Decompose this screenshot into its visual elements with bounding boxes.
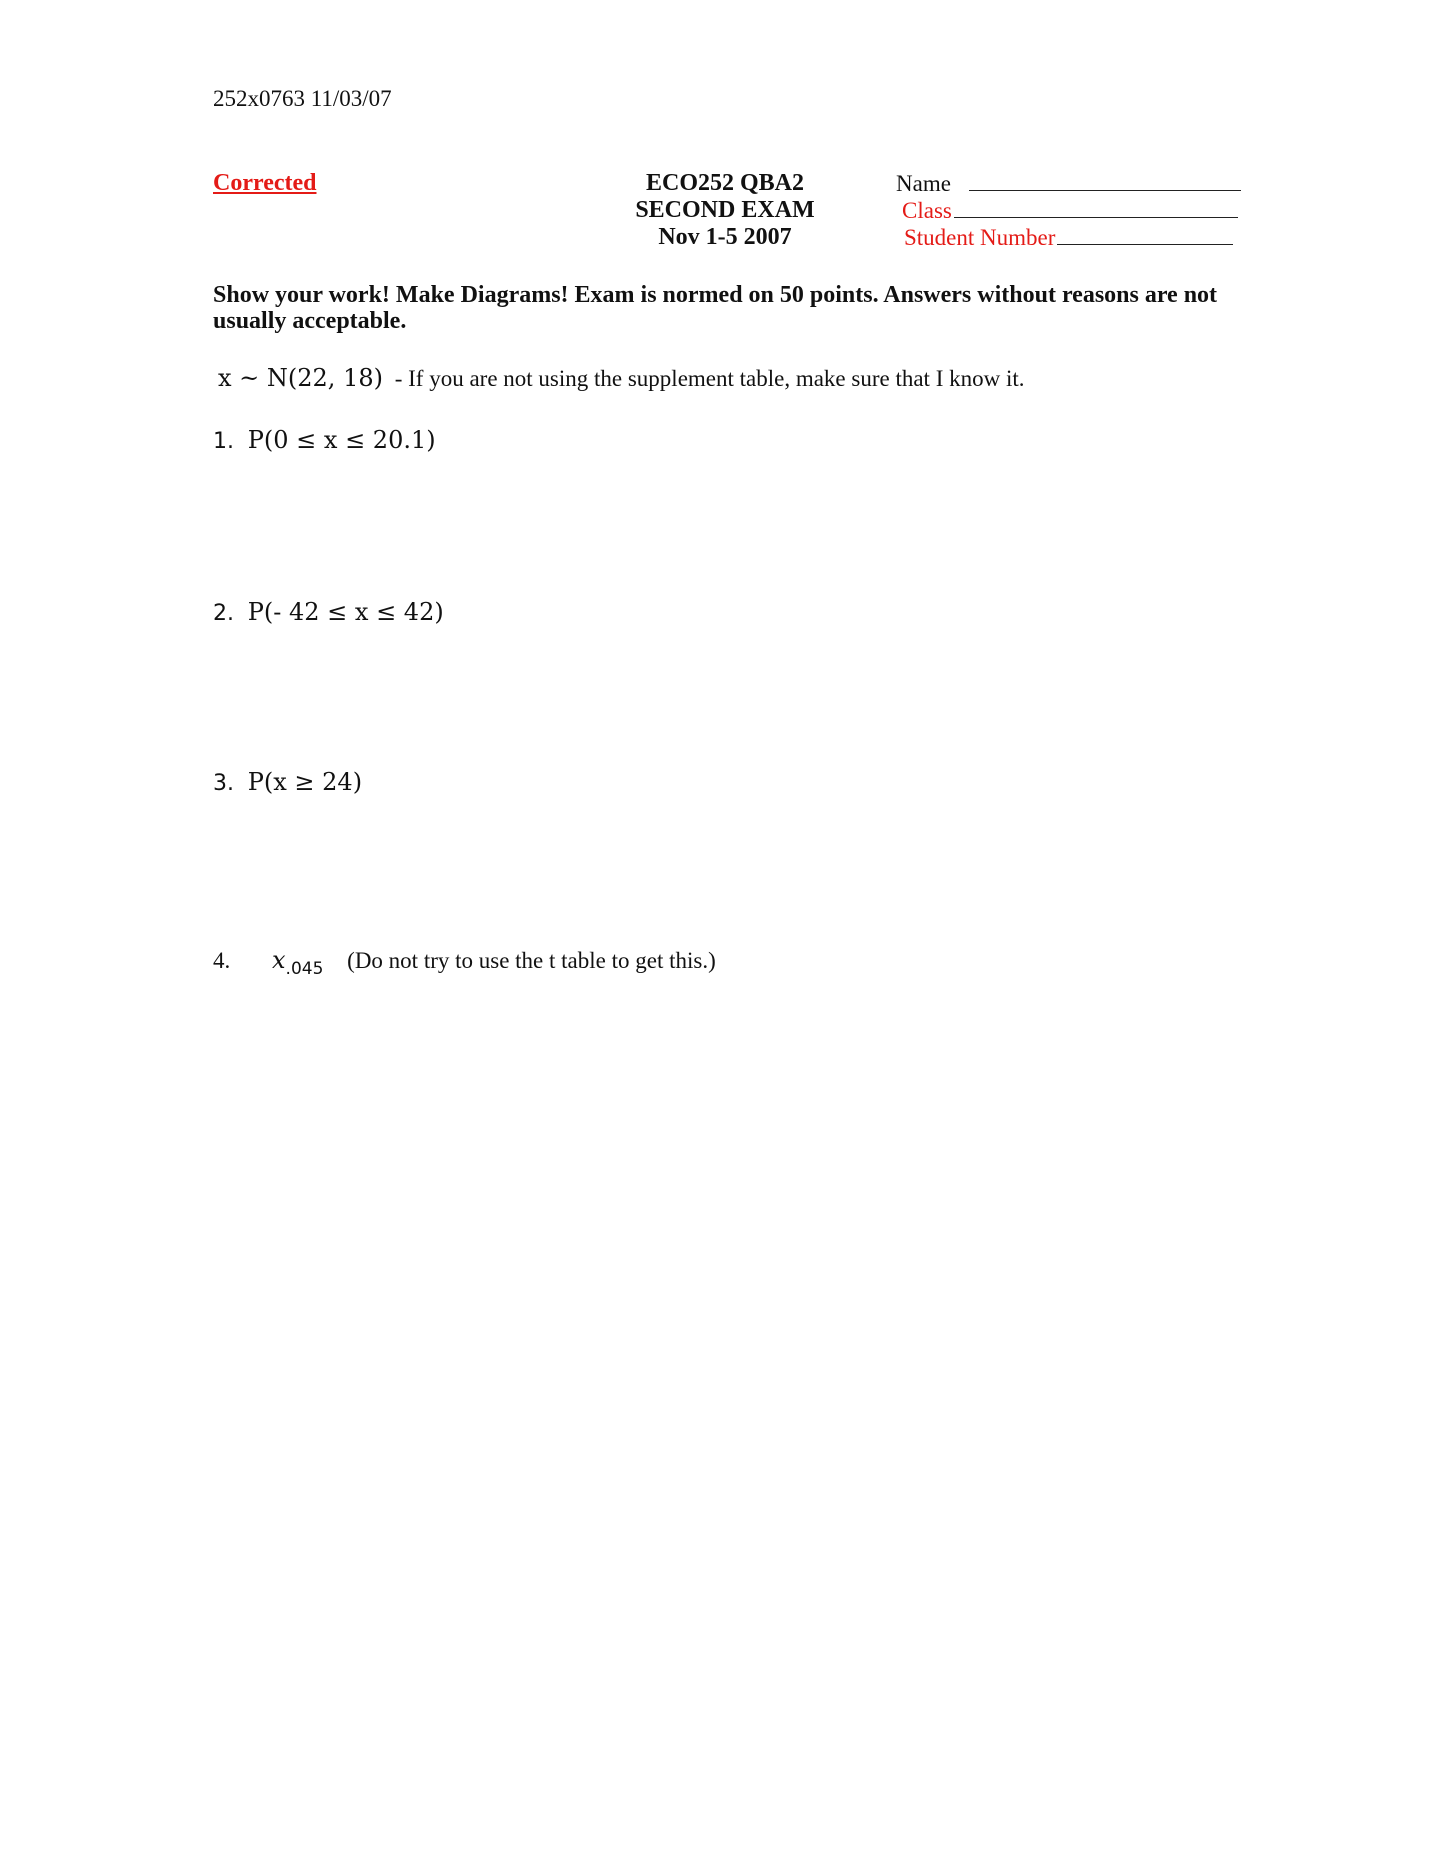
question-variable: x (272, 946, 286, 974)
question-expression: P(0 ≤ x ≤ 20.1) (247, 426, 436, 454)
exam-dates: Nov 1-5 2007 (658, 224, 792, 250)
class-field[interactable] (902, 197, 1238, 224)
question-number: 3. (213, 771, 234, 796)
name-label: Name (896, 171, 951, 196)
question-2 (213, 598, 444, 626)
corrected-label: Corrected (213, 170, 317, 196)
distribution-statement (218, 364, 1025, 392)
course-title: ECO252 QBA2 (645, 170, 804, 196)
exam-title: SECOND EXAM (635, 197, 815, 223)
question-4 (213, 946, 716, 979)
student-number-line[interactable] (1057, 224, 1233, 245)
question-number: 4. (213, 948, 231, 973)
student-number-label: Student Number (904, 225, 1056, 250)
question-1 (213, 426, 436, 454)
question-number: 2. (213, 601, 234, 626)
document-id-date: 252x0763 11/03/07 (213, 86, 392, 111)
name-line[interactable] (969, 170, 1241, 191)
exam-instructions: Show your work! Make Diagrams! Exam is normed on 50 points. Answers without reasons are not usually acceptable. (213, 282, 1218, 334)
distribution-expression: x ~ N(22, 18) (218, 364, 383, 392)
question-note: (Do not try to use the t table to get this.) (347, 948, 716, 973)
question-3 (213, 768, 362, 796)
class-label: Class (902, 198, 952, 223)
question-subscript: .045 (285, 959, 324, 979)
distribution-note: - If you are not using the supplement table, make sure that I know it. (394, 366, 1025, 391)
question-expression: P(x ≥ 24) (247, 768, 363, 796)
name-field[interactable] (896, 170, 1241, 197)
class-line[interactable] (954, 197, 1238, 218)
question-number: 1. (213, 429, 234, 454)
student-number-field[interactable] (904, 224, 1233, 251)
question-expression: P(- 42 ≤ x ≤ 42) (247, 598, 444, 626)
exam-title-block (620, 170, 830, 251)
